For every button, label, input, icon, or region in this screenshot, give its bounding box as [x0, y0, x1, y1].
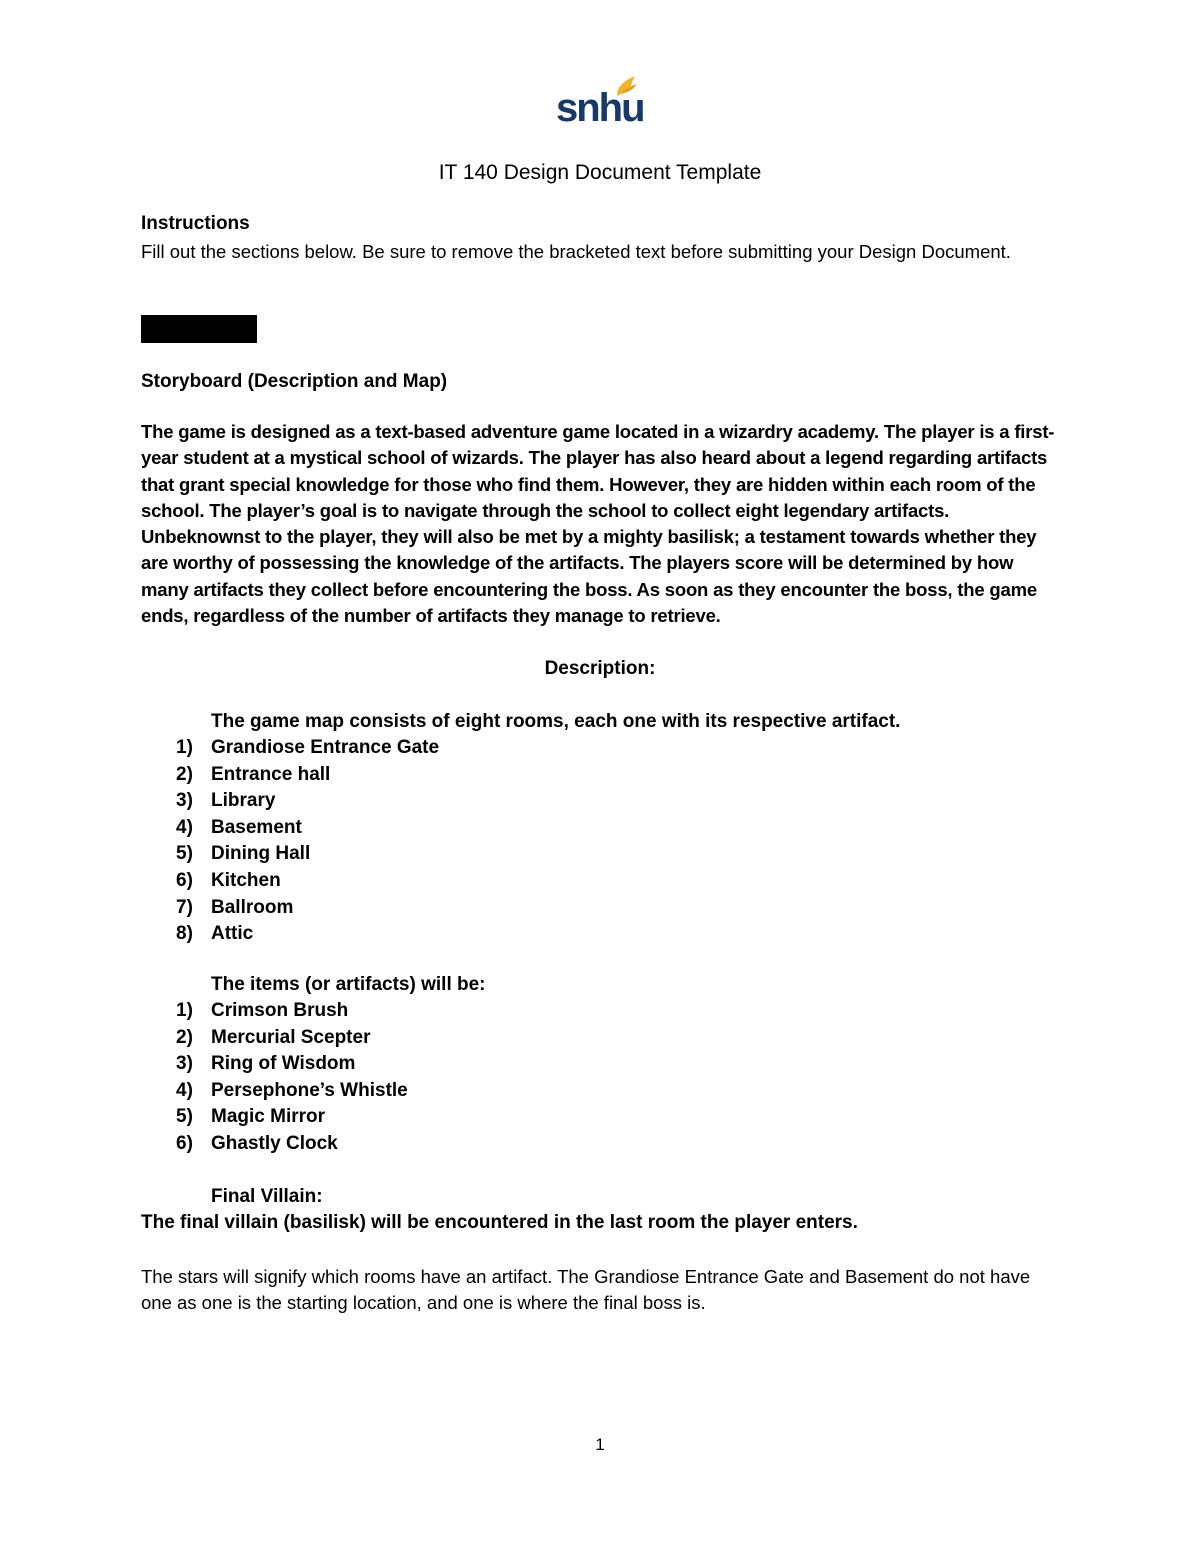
list-item: 3) Library [176, 790, 276, 812]
storyboard-heading: Storyboard (Description and Map) [141, 371, 448, 392]
list-item: 1) Crimson Brush [176, 1000, 349, 1021]
items-list [141, 998, 741, 1158]
list-item: 1) Grandiose Entrance Gate [176, 737, 440, 758]
villain-heading: Final Villain: [211, 1186, 323, 1207]
list-item: 8) Attic [176, 923, 254, 945]
stars-note: The stars will signify which rooms have an artifact. The Grandiose Entrance Gate and Basement do not have one as one is the starting location, and one is where the final boss is. [141, 1266, 1031, 1313]
list-item: 7) Ballroom [176, 896, 294, 918]
list-item: 4) Basement [176, 816, 302, 838]
rooms-intro: The game map consists of eight rooms, each one with its respective artifact. [211, 711, 901, 732]
page-number: 1 [595, 1435, 605, 1454]
description-heading: Description: [544, 658, 656, 679]
list-item: 5) Dining Hall [176, 843, 311, 865]
instructions-heading: Instructions [141, 213, 250, 234]
snhu-logo [555, 74, 644, 132]
list-item: 3) Ring of Wisdom [176, 1053, 356, 1075]
document-title: IT 140 Design Document Template [438, 161, 762, 184]
list-item: 6) Kitchen [176, 869, 281, 891]
list-item: 4) Persephone’s Whistle [176, 1079, 408, 1101]
redacted-block [141, 315, 257, 343]
list-item: 2) Mercurial Scepter [176, 1026, 371, 1048]
instructions-text: Fill out the sections below. Be sure to remove the bracketed text before submitting your Design Document. [141, 241, 1011, 262]
list-item: 5) Magic Mirror [176, 1106, 326, 1128]
villain-text: The final villain (basilisk) will be encountered in the last room the player enters. [141, 1212, 858, 1233]
rooms-list [141, 735, 741, 948]
logo-text: snhu [556, 86, 644, 130]
storyboard-paragraph: The game is designed as a text-based adventure game located in a wizardry academy. The player is a first-year student at a mystical school of wizards. The player has also heard about a legend regarding artifacts that grant special knowledge for those who find them. However, they are hidden within each room of the school. The player’s goal is to navigate through the school to collect eight legendary artifacts. Unbeknownst to the player, they will also be met by a mighty basilisk; a testament towards whether they are worthy of possessing the knowledge of the artifacts. The players score will be determined by how many artifacts they collect before encountering the boss. As soon as they encounter the boss, the game ends, regardless of the number of artifacts they manage to retrieve. [141, 421, 1055, 627]
list-item: 6) Ghastly Clock [176, 1132, 338, 1154]
items-intro: The items (or artifacts) will be: [211, 974, 486, 995]
list-item: 2) Entrance hall [176, 763, 331, 785]
